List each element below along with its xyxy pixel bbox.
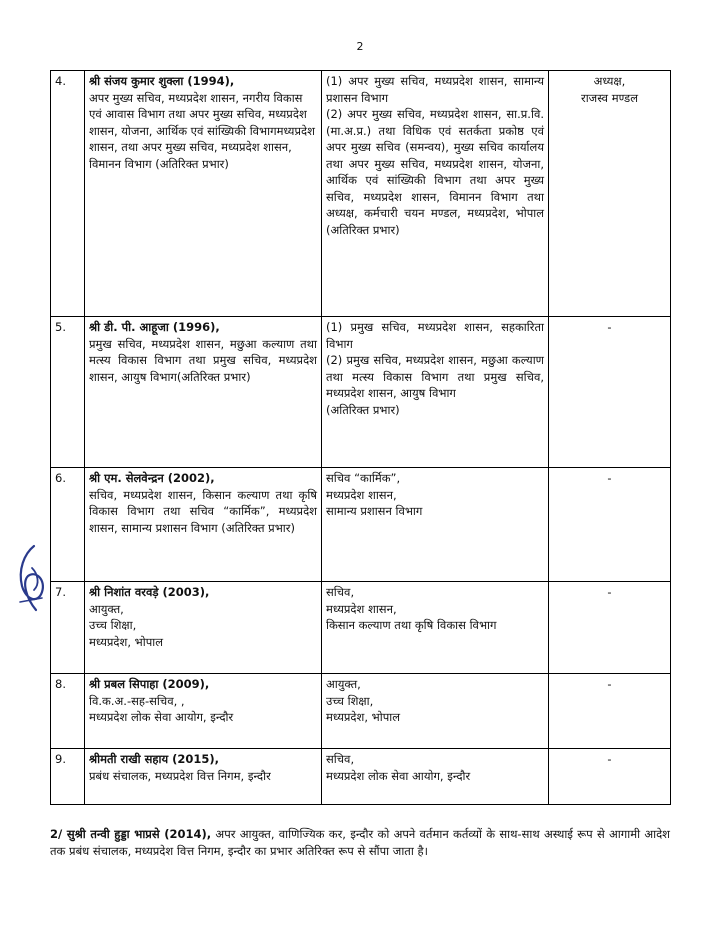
footer-lead: 2/ सुश्री तन्वी हुड्डा भाप्रसे (2014),: [50, 827, 212, 841]
current-posting-line: वि.क.अ.-सह-सचिव, ,: [89, 693, 185, 708]
new-posting-line: (1) प्रमुख सचिव, मध्यप्रदेश शासन, सहकारिता विभाग: [326, 320, 544, 351]
new-posting-cell: [322, 468, 549, 582]
remark-cell: [549, 582, 671, 674]
current-posting: प्रमुख सचिव, मध्यप्रदेश शासन, मछुआ कल्याण तथा मत्स्य विकास विभाग तथा प्रमुख सचिव, मध्यप्रदेश शासन, आयुष विभाग(अतिरिक्त प्रभार): [89, 336, 317, 384]
handwritten-signature: [12, 540, 52, 620]
remark-cell: [549, 749, 671, 805]
remark-line: राजस्व मण्डल: [580, 90, 639, 105]
table-row: [51, 582, 671, 674]
officer-name: श्री डी. पी. आहूजा (1996),: [89, 320, 220, 334]
serial-number: 8.: [51, 674, 85, 749]
current-posting-cell: [85, 749, 322, 805]
remark-line: -: [607, 320, 612, 334]
new-posting-line: आयुक्त,: [326, 677, 361, 691]
remark-line: अध्यक्ष,: [593, 74, 626, 88]
new-posting-line: मध्यप्रदेश शासन,: [326, 601, 397, 616]
new-posting-line: सचिव “कार्मिक”,: [326, 471, 401, 485]
current-posting-cell: [85, 468, 322, 582]
new-posting-line: मध्यप्रदेश लोक सेवा आयोग, इन्दौर: [326, 768, 471, 783]
new-posting-cell: [322, 317, 549, 468]
officer-name: श्री प्रबल सिपाहा (2009),: [89, 677, 210, 691]
current-posting-line: उच्च शिक्षा,: [89, 618, 137, 632]
new-posting-line: (2) प्रमुख सचिव, मध्यप्रदेश शासन, मछुआ कल्याण तथा मत्स्य विकास विभाग तथा प्रमुख सचिव, मध्यप्रदेश शासन, आयुष विभाग: [326, 353, 544, 400]
officer-name: श्रीमती राखी सहाय (2015),: [89, 752, 220, 766]
new-posting-line: उच्च शिक्षा,: [326, 693, 374, 708]
new-posting-line: मध्यप्रदेश शासन,: [326, 487, 397, 502]
new-posting-line: किसान कल्याण तथा कृषि विकास विभाग: [326, 618, 497, 632]
remark-line: -: [607, 677, 612, 691]
footer-paragraph: [50, 826, 670, 860]
current-posting-cell: [85, 71, 322, 317]
new-posting-line: सचिव,: [326, 752, 355, 766]
new-posting-line: (अतिरिक्त प्रभार): [326, 402, 400, 417]
page-number: 2: [356, 40, 364, 53]
current-posting-cell: [85, 674, 322, 749]
new-posting-line: (1) अपर मुख्य सचिव, मध्यप्रदेश शासन, सामान्य प्रशासन विभाग: [326, 74, 544, 105]
current-posting-line: मध्यप्रदेश, भोपाल: [89, 634, 164, 649]
serial-number: 7.: [51, 582, 85, 674]
current-posting-line: आयुक्त,: [89, 601, 124, 616]
remark-cell: [549, 468, 671, 582]
transfer-order-table: [50, 70, 671, 805]
new-posting-line: सामान्य प्रशासन विभाग: [326, 504, 423, 518]
new-posting-line: मध्यप्रदेश, भोपाल: [326, 710, 401, 724]
new-posting-cell: [322, 582, 549, 674]
remark-cell: [549, 674, 671, 749]
new-posting-line: (2) अपर मुख्य सचिव, मध्यप्रदेश शासन, सा.प्र.वि. (मा.अ.प्र.) तथा विधिक एवं सतर्कता प्रकोष्ठ एवं अपर मुख्य सचिव (समन्वय), मुख्य सचिव कार्यालय तथा अपर मुख्य सचिव, मध्यप्रदेश शासन, योजना, आर्थिक एवं सांख्यिकी विभाग तथा अपर मुख्य सचिव, मध्यप्रदेश शासन, विमानन विभाग तथा अध्यक्ष, कर्मचारी चयन मण्डल, मध्यप्रदेश, भोपाल (अतिरिक्त प्रभार): [326, 107, 544, 237]
current-posting-cell: [85, 317, 322, 468]
table-row: [51, 468, 671, 582]
remark-cell: [549, 71, 671, 317]
serial-number: 6.: [51, 468, 85, 582]
table-row: [51, 317, 671, 468]
serial-number: 5.: [51, 317, 85, 468]
new-posting-cell: [322, 71, 549, 317]
officer-name: श्री निशांत वरवड़े (2003),: [89, 585, 210, 599]
current-posting: अपर मुख्य सचिव, मध्यप्रदेश शासन, नगरीय विकास एवं आवास विभाग तथा अपर मुख्य सचिव, मध्यप्रदेश शासन, योजना, आर्थिक एवं सांख्यिकी विभागमध्यप्रदेश शासन, तथा अपर मुख्य सचिव, मध्यप्रदेश शासन, विमानन विभाग (अतिरिक्त प्रभार): [89, 90, 315, 171]
new-posting-cell: [322, 749, 549, 805]
remark-line: -: [607, 752, 612, 766]
table-row: [51, 674, 671, 749]
remark-line: -: [607, 471, 612, 485]
officer-name: श्री संजय कुमार शुक्ला (1994),: [89, 74, 235, 88]
footer-text: अपर आयुक्त, वाणिज्यिक कर, इन्दौर को अपने वर्तमान कर्तव्यों के साथ-साथ अस्थाई रूप से आगामी आदेश तक प्रबंध संचालक, मध्यप्रदेश वित्त निगम, इन्दौर का प्रभार अतिरिक्त रूप से सौंपा जाता है।: [50, 827, 671, 858]
current-posting-line: मध्यप्रदेश लोक सेवा आयोग, इन्दौर: [89, 710, 234, 724]
current-posting: सचिव, मध्यप्रदेश शासन, किसान कल्याण तथा कृषि विकास विभाग तथा सचिव “कार्मिक”, मध्यप्रदेश शासन, सामान्य प्रशासन विभाग (अतिरिक्त प्रभार): [89, 487, 317, 535]
serial-number: 9.: [51, 749, 85, 805]
remark-cell: [549, 317, 671, 468]
table-row: [51, 749, 671, 805]
serial-number: 4.: [51, 71, 85, 317]
table-row: [51, 71, 671, 317]
new-posting-line: सचिव,: [326, 585, 355, 599]
remark-line: -: [607, 585, 612, 599]
current-posting: प्रबंध संचालक, मध्यप्रदेश वित्त निगम, इन्दौर: [89, 768, 271, 783]
current-posting-cell: [85, 582, 322, 674]
officer-name: श्री एम. सेलवेन्द्रन (2002),: [89, 471, 215, 485]
new-posting-cell: [322, 674, 549, 749]
